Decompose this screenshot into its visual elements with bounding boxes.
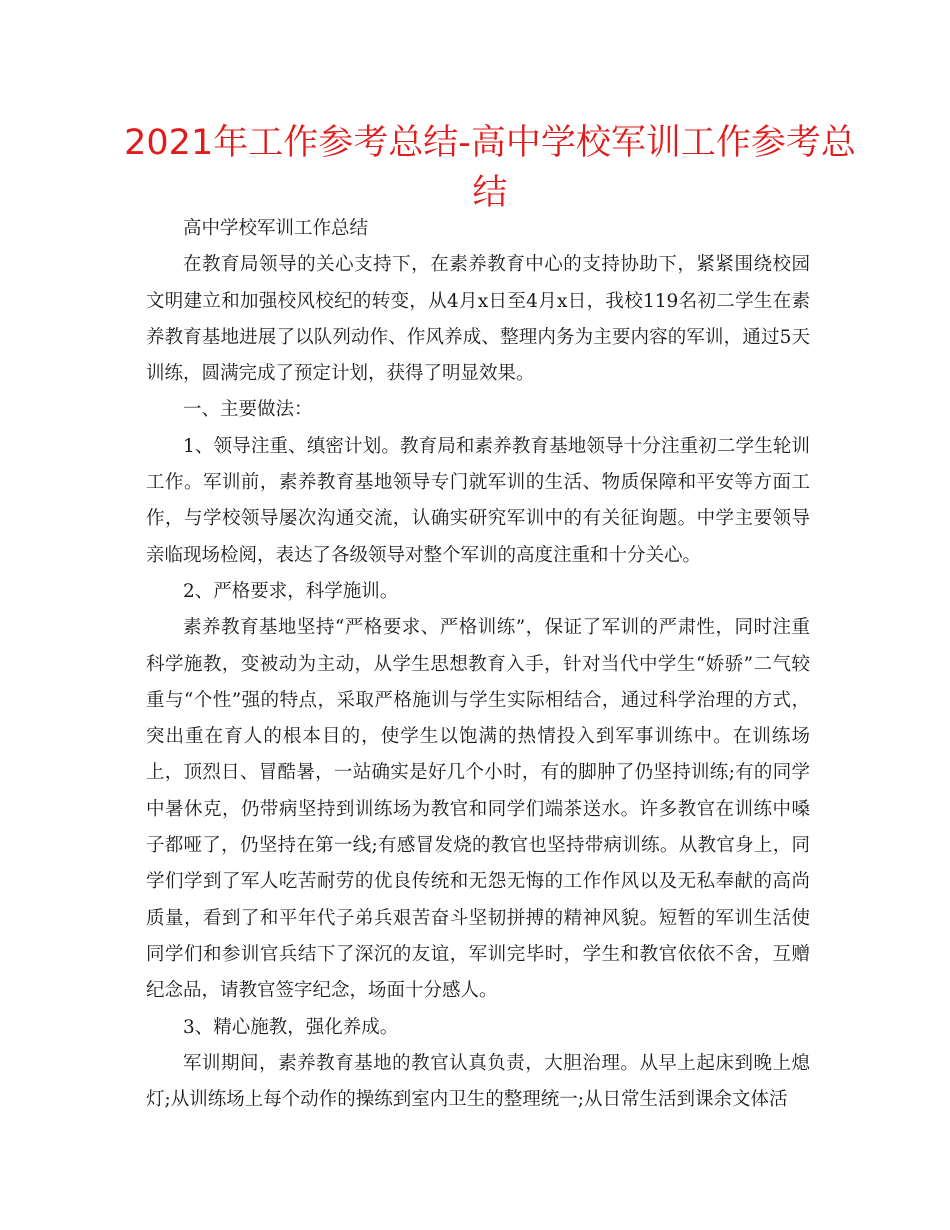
paragraph-item-2-body: 素养教育基地坚持“严格要求、严格训练”，保证了军训的严肃性，同时注重科学施教，变被动为主动，从学生思想教育入手，针对当代中学生“娇骄”二气较重与“个性”强的特点，采取严格施训与学生实际相结合，通过科学治理的方式，突出重在育人的根本目的，使学生以饱满的热情投入到军事训练中。在训练场上，顶烈日、冒酷暑，一站确实是好几个小时，有的脚肿了仍坚持训练;有的同学中暑休克，仍带病坚持到训练场为教官和同学们端茶送水。许多教官在训练中嗓子都哑了，仍坚持在第一线;有感冒发烧的教官也坚持带病训练。从教官身上，同学们学到了军人吃苦耐劳的优良传统和无怨无悔的工作作风以及无私奉献的高尚质量，看到了和平年代子弟兵艰苦奋斗坚韧拼搏的精神风貌。短暂的军训生活使同学们和参训官兵结下了深沉的友谊，军训完毕时，学生和教官依依不舍，互赠纪念品，请教官签字纪念，场面十分感人。 <box>146 617 810 1002</box>
paragraph-item-3-body: 军训期间，素养教育基地的教官认真负责，大胆治理。从早上起床到晚上熄灯;从训练场上每个动作的操练到室内卫生的整理统一;从日常生活到课余文体活 <box>146 1052 810 1111</box>
paragraph-item-1: 1、领导注重、缜密计划。教育局和素养教育基地领导十分注重初二学生轮训工作。军训前，素养教育基地领导专门就军训的生活、物质保障和平安等方面工作，与学校领导屡次沟通交流，认确实研究军训中的有关征询题。中学主要领导亲临现场检阅，表达了各级领导对整个军训的高度注重和十分关心。 <box>146 435 810 566</box>
paragraph-subtitle: 高中学校军训工作总结 <box>183 218 369 239</box>
paragraph-item-2-heading: 2、严格要求，科学施训。 <box>183 580 399 602</box>
document-body <box>146 211 810 1118</box>
document-title: 2021年工作参考总结-高中学校军训工作参考总结 <box>124 123 856 213</box>
paragraph-intro: 在教育局领导的关心支持下，在素养教育中心的支持协助下，紧紧围绕校园文明建立和加强校风校纪的转变，从4月x日至4月x日，我校119名初二学生在素养教育基地进展了以队列动作、作风养成、整理内务为主要内容的军训，通过5天训练，圆满完成了预定计划，获得了明显效果。 <box>146 254 810 385</box>
section-heading-main-practices: 一、主要做法： <box>183 399 313 421</box>
paragraph-item-3-heading: 3、精心施教，强化养成。 <box>183 1016 399 1038</box>
